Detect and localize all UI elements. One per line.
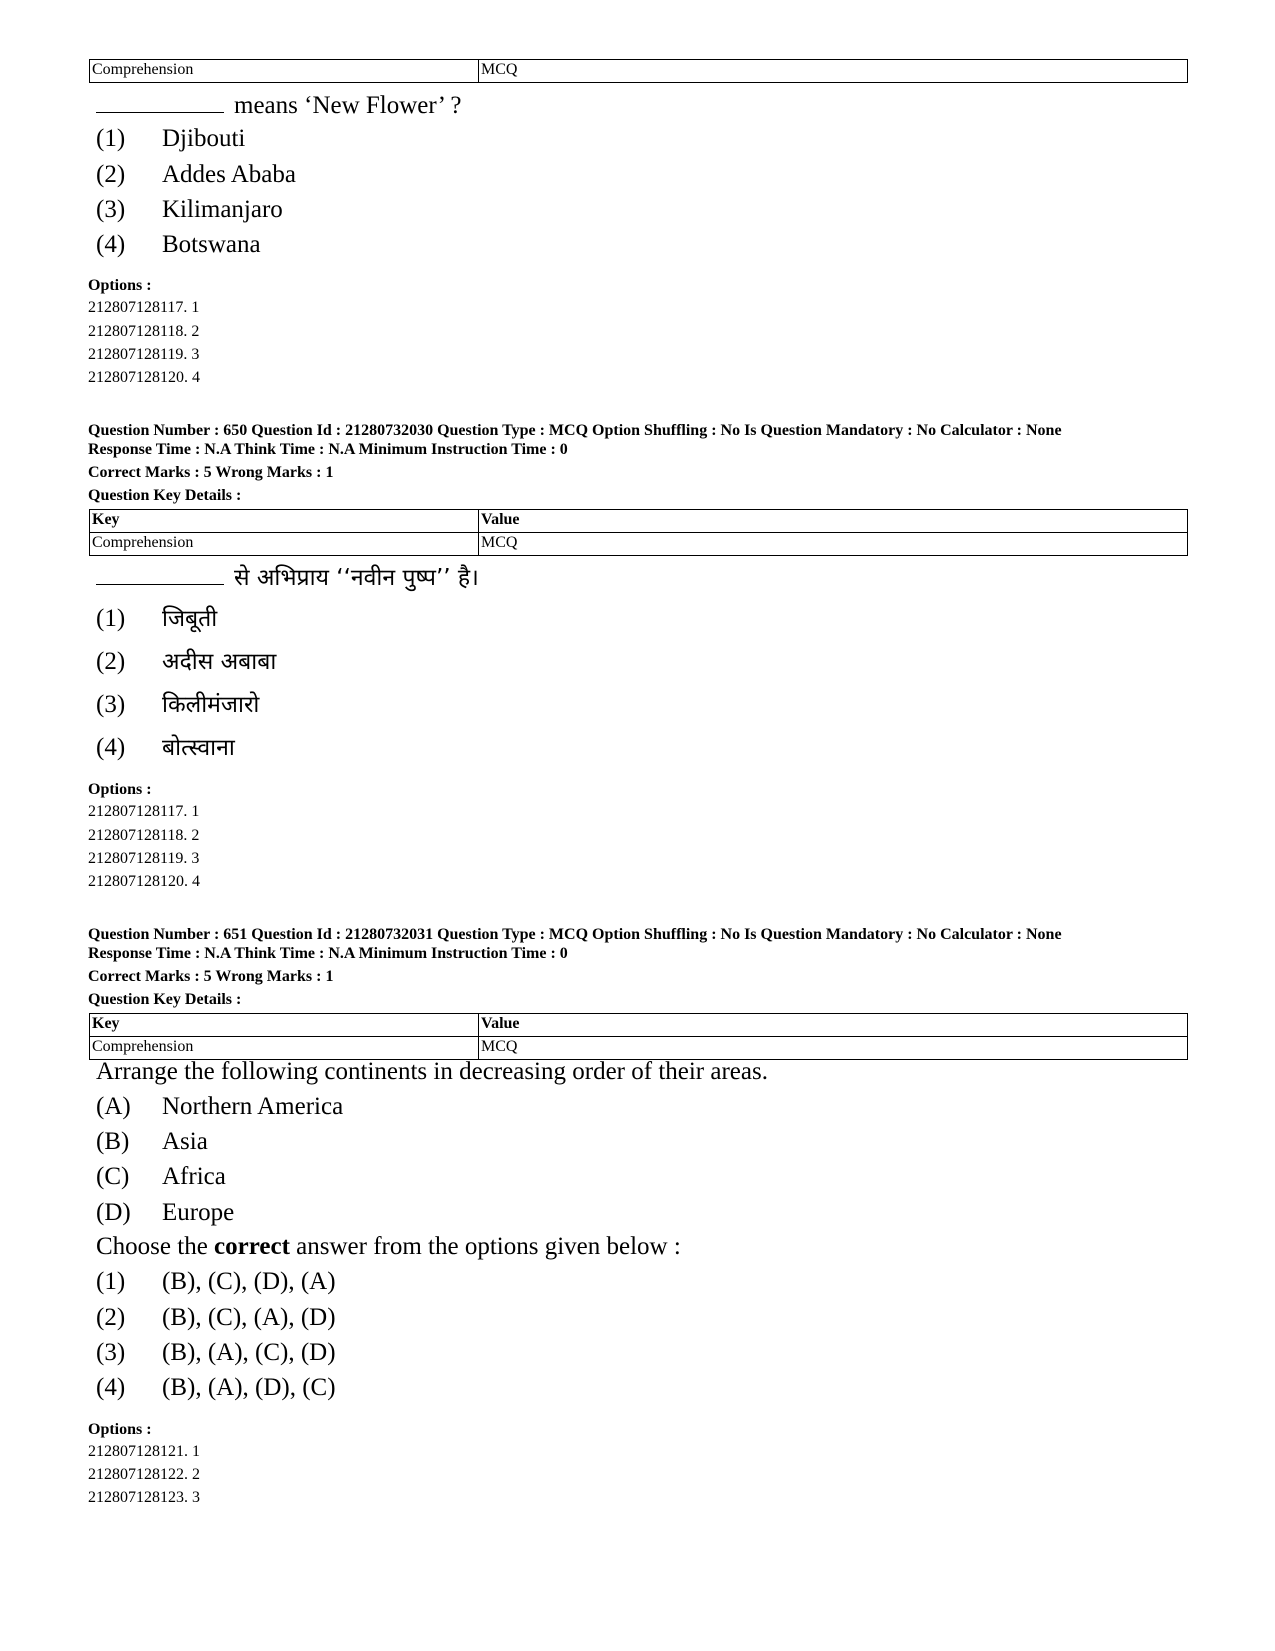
q651-key-table <box>89 1013 1188 1060</box>
q651-item-b <box>96 1128 208 1156</box>
q651-choice-4 <box>96 1374 336 1402</box>
q650-marks: Correct Marks : 5 Wrong Marks : 1 <box>88 464 334 481</box>
choice-text: अदीस अबाबा <box>162 649 277 675</box>
q651-option-id-3: 212807128123. 3 <box>88 1489 200 1506</box>
key-cell: Comprehension <box>90 1037 479 1060</box>
q649-option-id-1: 212807128117. 1 <box>88 299 200 316</box>
q650-options-heading: Options : <box>88 781 152 798</box>
q651-item-a <box>96 1093 343 1121</box>
choice-text: Addes Ababa <box>162 161 296 188</box>
table-row <box>90 1037 1188 1060</box>
instruction-bold: correct <box>214 1233 290 1260</box>
choice-text: बोत्स्वाना <box>162 735 235 761</box>
q650-key-details-heading: Question Key Details : <box>88 487 242 504</box>
q650-stem-text: से अभिप्राय ‘‘नवीन पुष्प’’ है। <box>234 565 479 591</box>
choice-number: (3) <box>96 691 126 718</box>
q650-option-id-3: 212807128119. 3 <box>88 850 200 867</box>
q649-choice-2 <box>96 161 296 189</box>
choice-text: किलीमंजारो <box>162 692 260 718</box>
q650-option-id-1: 212807128117. 1 <box>88 803 200 820</box>
choice-text: (B), (C), (A), (D) <box>162 1304 336 1331</box>
q651-meta-line1: Question Number : 651 Question Id : 21280732031 Question Type : MCQ Option Shuffling : No Is Question Mandatory : No Calculator : None <box>88 926 1062 943</box>
item-letter: (B) <box>96 1128 130 1155</box>
choice-number: (2) <box>96 161 126 188</box>
q649-choice-3 <box>96 196 283 224</box>
q651-stem: Arrange the following continents in decreasing order of their areas. <box>96 1058 768 1085</box>
q649-stem <box>96 90 461 120</box>
value-cell: MCQ <box>479 1037 1188 1060</box>
choice-text: Kilimanjaro <box>162 196 283 223</box>
q651-instruction <box>96 1233 681 1261</box>
q651-option-id-2: 212807128122. 2 <box>88 1466 200 1483</box>
q650-option-id-2: 212807128118. 2 <box>88 827 200 844</box>
key-cell: Comprehension <box>90 60 479 83</box>
q651-option-id-1: 212807128121. 1 <box>88 1443 200 1460</box>
q650-choice-2 <box>96 644 276 676</box>
table-header-row <box>90 510 1188 533</box>
q650-option-id-4: 212807128120. 4 <box>88 873 200 890</box>
q650-meta-line2: Response Time : N.A Think Time : N.A Minimum Instruction Time : 0 <box>88 441 568 458</box>
blank-line <box>96 562 224 585</box>
choice-number: (4) <box>96 1374 126 1401</box>
item-letter: (A) <box>96 1093 131 1120</box>
choice-number: (1) <box>96 605 126 632</box>
choice-text: Djibouti <box>162 125 246 152</box>
choice-text: (B), (A), (D), (C) <box>162 1374 336 1401</box>
blank-line <box>96 90 224 113</box>
q649-stem-text: means ‘New Flower’ ? <box>234 92 462 119</box>
q651-meta-line2: Response Time : N.A Think Time : N.A Minimum Instruction Time : 0 <box>88 945 568 962</box>
key-cell: Comprehension <box>90 533 479 556</box>
table-row <box>90 60 1188 83</box>
choice-number: (2) <box>96 1304 126 1331</box>
q651-options-heading: Options : <box>88 1421 152 1438</box>
item-letter: (C) <box>96 1163 130 1190</box>
value-cell: MCQ <box>479 60 1188 83</box>
key-header: Key <box>90 1014 479 1037</box>
table-header-row <box>90 1014 1188 1037</box>
choice-number: (4) <box>96 734 126 761</box>
q650-key-table <box>89 509 1188 556</box>
choice-text: Botswana <box>162 231 261 258</box>
item-text: Africa <box>162 1163 226 1190</box>
q649-options-heading: Options : <box>88 277 152 294</box>
choice-number: (3) <box>96 196 126 223</box>
q651-key-details-heading: Question Key Details : <box>88 991 242 1008</box>
item-text: Europe <box>162 1199 235 1226</box>
table-row <box>90 533 1188 556</box>
q651-marks: Correct Marks : 5 Wrong Marks : 1 <box>88 968 334 985</box>
q651-item-d <box>96 1199 234 1227</box>
q650-choice-3 <box>96 687 259 719</box>
choice-number: (1) <box>96 1268 126 1295</box>
instruction-text: answer from the options given below : <box>289 1233 681 1260</box>
q651-choice-3 <box>96 1339 336 1367</box>
choice-number: (3) <box>96 1339 126 1366</box>
q651-choice-2 <box>96 1304 336 1332</box>
instruction-text: Choose the <box>96 1233 215 1260</box>
choice-text: (B), (C), (D), (A) <box>162 1268 336 1295</box>
q651-choice-1 <box>96 1268 336 1296</box>
q650-choice-4 <box>96 730 235 762</box>
q649-choice-1 <box>96 125 245 153</box>
q649-option-id-4: 212807128120. 4 <box>88 369 200 386</box>
choice-number: (2) <box>96 648 126 675</box>
choice-number: (1) <box>96 125 126 152</box>
q651-item-c <box>96 1163 226 1191</box>
choice-text: (B), (A), (C), (D) <box>162 1339 336 1366</box>
value-cell: MCQ <box>479 533 1188 556</box>
q649-choice-4 <box>96 231 261 259</box>
q649-option-id-2: 212807128118. 2 <box>88 323 200 340</box>
item-text: Northern America <box>162 1093 344 1120</box>
value-header: Value <box>479 510 1188 533</box>
q650-meta-line1: Question Number : 650 Question Id : 21280732030 Question Type : MCQ Option Shuffling : No Is Question Mandatory : No Calculator : None <box>88 422 1062 439</box>
q650-choice-1 <box>96 601 217 633</box>
item-letter: (D) <box>96 1199 131 1226</box>
choice-number: (4) <box>96 231 126 258</box>
q650-stem <box>96 560 479 592</box>
item-text: Asia <box>162 1128 208 1155</box>
choice-text: जिबूती <box>162 606 218 632</box>
value-header: Value <box>479 1014 1188 1037</box>
q649-option-id-3: 212807128119. 3 <box>88 346 200 363</box>
key-header: Key <box>90 510 479 533</box>
q649-key-table <box>89 59 1188 83</box>
